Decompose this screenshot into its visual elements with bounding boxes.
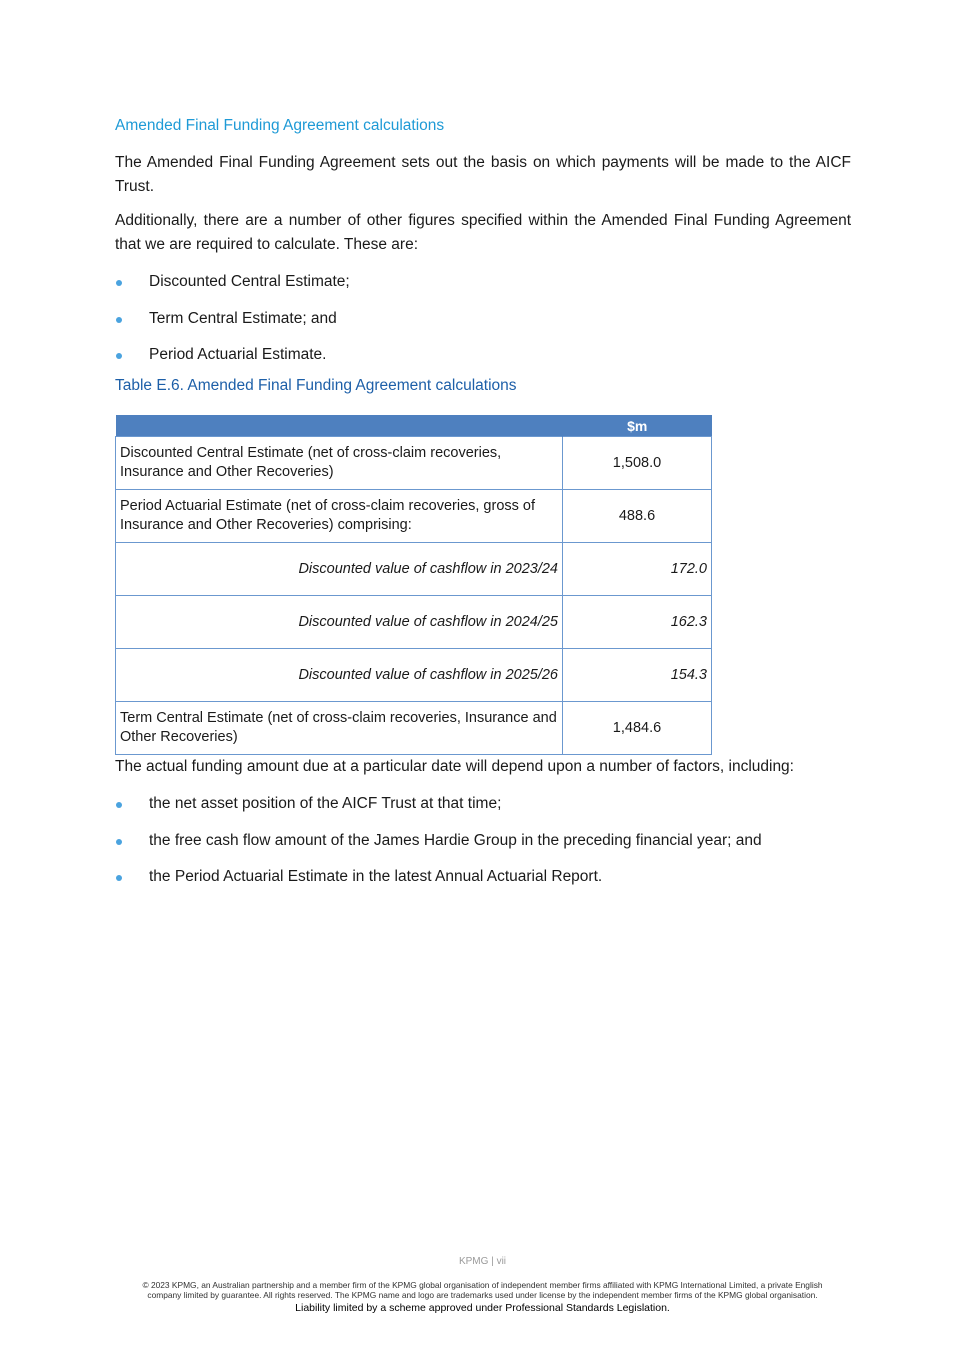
legal-line: © 2023 KPMG, an Australian partnership and a member firm of the KPMG global organisation of independent member firms affiliated with KPMG International Limited, a private English	[142, 1280, 823, 1290]
funding-calculations-table	[115, 415, 712, 755]
bullet-icon	[116, 839, 122, 845]
row-label: Period Actuarial Estimate (net of cross-claim recoveries, gross of Insurance and Other Recoveries) comprising:	[116, 490, 563, 543]
row-value: 488.6	[563, 490, 712, 543]
bullet-icon	[116, 280, 122, 286]
factors-list	[115, 792, 851, 889]
row-value: 1,484.6	[563, 702, 712, 755]
table-caption: Table E.6. Amended Final Funding Agreement calculations	[115, 377, 517, 394]
list-item: Period Actuarial Estimate.	[115, 343, 851, 367]
bullet-icon	[116, 875, 122, 881]
table-row	[116, 490, 712, 543]
table-row	[116, 649, 712, 702]
row-label: Discounted value of cashflow in 2024/25	[116, 596, 563, 649]
row-value: 154.3	[563, 649, 712, 702]
row-value: 172.0	[563, 543, 712, 596]
table-row	[116, 702, 712, 755]
figures-paragraph: Additionally, there are a number of other figures specified within the Amended Final Funding Agreement that we are required to calculate. These are:	[115, 212, 851, 253]
table-header-row	[116, 415, 712, 437]
list-item: Term Central Estimate; and	[115, 307, 851, 331]
factors-paragraph: The actual funding amount due at a particular date will depend upon a number of factors, including:	[115, 758, 794, 775]
row-label: Discounted value of cashflow in 2025/26	[116, 649, 563, 702]
liability-statement: Liability limited by a scheme approved under Professional Standards Legislation.	[295, 1302, 670, 1314]
page-number: KPMG | vii	[458, 1256, 507, 1267]
list-item: the net asset position of the AICF Trust at that time;	[115, 792, 851, 816]
row-value: 1,508.0	[563, 437, 712, 490]
section-heading: Amended Final Funding Agreement calculations	[115, 117, 445, 134]
row-label: Term Central Estimate (net of cross-claim recoveries, Insurance and Other Recoveries)	[116, 702, 563, 755]
table-row	[116, 437, 712, 490]
list-item: the Period Actuarial Estimate in the latest Annual Actuarial Report.	[115, 865, 851, 889]
row-label: Discounted value of cashflow in 2023/24	[116, 543, 563, 596]
page-content	[115, 115, 851, 902]
figures-list	[115, 270, 851, 367]
row-value: 162.3	[563, 596, 712, 649]
header-unit-cell: $m	[563, 415, 712, 437]
bullet-icon	[116, 317, 122, 323]
table-row	[116, 596, 712, 649]
list-item: the free cash flow amount of the James Hardie Group in the preceding financial year; and	[115, 829, 851, 853]
bullet-icon	[116, 353, 122, 359]
list-item: Discounted Central Estimate;	[115, 270, 851, 294]
row-label: Discounted Central Estimate (net of cross-claim recoveries, Insurance and Other Recoveries)	[116, 437, 563, 490]
bullet-icon	[116, 802, 122, 808]
intro-paragraph: The Amended Final Funding Agreement sets out the basis on which payments will be made to the AICF Trust.	[115, 154, 851, 195]
table-row	[116, 543, 712, 596]
header-blank-cell	[116, 415, 563, 437]
legal-line: company limited by guarantee. All rights reserved. The KPMG name and logo are trademarks used under license by the independent member firms of the KPMG global organisation.	[147, 1290, 818, 1300]
legal-notice	[0, 1280, 965, 1300]
